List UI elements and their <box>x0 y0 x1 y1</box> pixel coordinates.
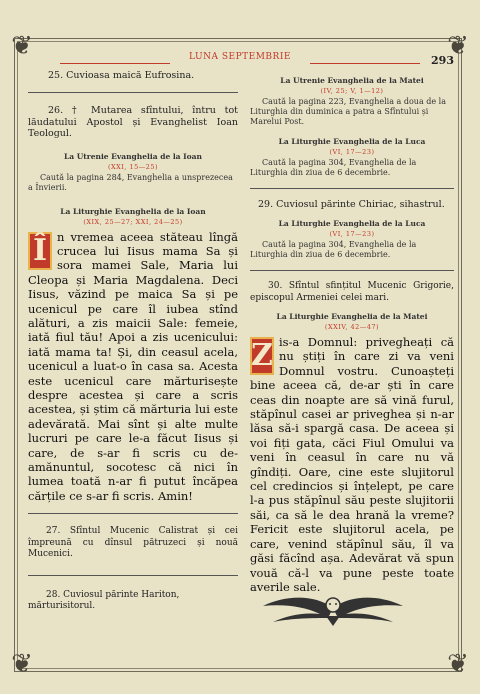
scripture-reference: (IV, 25; V, 1—12) <box>320 87 384 95</box>
divider <box>28 513 238 514</box>
reading-note: Caută la pagina 304, Evanghelia de la Liturghia din ziua de 6 decembrie. <box>250 240 417 259</box>
reading-note: Caută la pagina 304, Evanghelia de la Liturghia din ziua de 6 decembrie. <box>250 158 417 177</box>
right-column <box>250 70 454 594</box>
scripture-reference: (XXIV, 42—47) <box>324 323 380 331</box>
gospel-text <box>250 335 454 594</box>
rubric-matins: La Utrenie Evanghelia de la Ioan <box>64 151 202 161</box>
rubric-liturgy: La Liturghie Evanghelia de la Luca <box>278 137 426 146</box>
gospel-body: n vremea aceea stăteau lîngă crucea lui Iisus mama Sa și sora mamei Sale, Maria lui Cleopa și Maria Magdalena. Deci Iisus, văzind pe maica Sa și pe ucenicul pe care îl iubea stînd alături, a zis maicii Sale: femeie, iată fiul tău! Apoi a zis ucenicului: iată mama ta! Și, din ceasul acela, ucenicul a luat-o în casa sa. Acesta este ucenicul care mărturisește despre acestea și care a scris acestea, și știm că mărturia lui este adevărată. Mai sînt și alte multe lucruri pe care le-a făcut Iisus și care, de s-ar fi scris cu de-amănuntul, socotesc că nici în lumea toată n-ar fi putut încăpea cărțile ce s-ar fi scris. Amin! <box>28 229 238 503</box>
drop-cap: Î <box>28 232 52 270</box>
reading-note: Caută la pagina 284, Evanghelia a unsprezecea a Învierii. <box>28 172 233 192</box>
entry-30: 30. Sfîntul sfințitul Mucenic Grigorie, episcopul Armeniei celei mari. <box>250 281 454 303</box>
winged-angel-icon <box>258 588 408 628</box>
reading-note: Caută la pagina 223, Evanghelia a doua de la Liturghia din duminica a patra a Sfîntului și Marelui Post. <box>250 97 446 126</box>
scripture-reference: (VI, 17—23) <box>329 230 375 238</box>
running-header <box>60 52 420 68</box>
entry-29: 29. Cuviosul părinte Chiriac, sihastrul. <box>258 199 445 210</box>
gospel-text <box>28 230 238 504</box>
divider <box>28 575 238 576</box>
scripture-reference: (XXI, 15—25) <box>107 162 159 171</box>
header-rule <box>60 63 170 64</box>
entry-25: 25. Cuvioasa maică Eufrosina. <box>48 70 195 81</box>
rubric-liturgy: La Liturghie Evanghelia de la Matei <box>276 312 428 321</box>
divider <box>28 92 238 93</box>
header-title: LUNA SEPTEMBRIE <box>189 52 291 62</box>
divider <box>250 188 454 189</box>
fleuron-icon: ❦ <box>11 649 33 679</box>
rubric-liturgy: La Liturghie Evanghelia de la Luca <box>278 219 426 228</box>
rubric-matins: La Utrenie Evanghelia de la Matei <box>280 76 424 85</box>
entry-28: 28. Cuviosul părinte Hariton, mărturisitorul. <box>28 589 180 612</box>
entry-26: 26. † Mutarea sfîntului, întru tot lăudatului Apostol și Evanghelist Ioan Teologul. <box>28 105 238 139</box>
fleuron-icon: ❦ <box>11 31 33 61</box>
drop-cap: Z <box>251 338 273 373</box>
fleuron-icon: ❦ <box>447 649 469 679</box>
entry-27: 27. Sfîntul Mucenic Calistrat și cei împreună cu dînsul pătruzeci și nouă Mucenici. <box>28 526 238 560</box>
header-rule <box>310 63 420 64</box>
page-number: 293 <box>431 54 454 67</box>
scripture-reference: (VI, 17—23) <box>329 148 375 156</box>
fleuron-icon: ❦ <box>447 31 469 61</box>
scripture-reference: (XIX, 25—27; XXI, 24—25) <box>83 217 183 226</box>
divider <box>250 270 454 271</box>
left-column <box>28 70 238 613</box>
gospel-body: is-a Domnul: privegheați că nu știți în care zi va veni Domnul vostru. Cunoașteți bine aceea că, de-ar ști în care ceas din noapte are să vină furul, stăpînul casei ar priveghea și n-ar lăsa să-i spargă casa. De aceea și voi fiți gata, căci Fiul Omului va veni în ceasul în care nu vă gîndiți. Oare, cine este slujitorul cel credincios și înțelept, pe care l-a pus stăpînul său peste slujitorii săi, ca să le dea hrană la vreme? Fericit este slujitorul acela, pe care, venind stăpînul său, îl va găsi făcînd așa. Adevărat vă spun vouă că-l va pune peste toate averile sale. <box>250 335 454 594</box>
rubric-liturgy: La Liturghie Evanghelia de la Ioan <box>60 206 206 216</box>
